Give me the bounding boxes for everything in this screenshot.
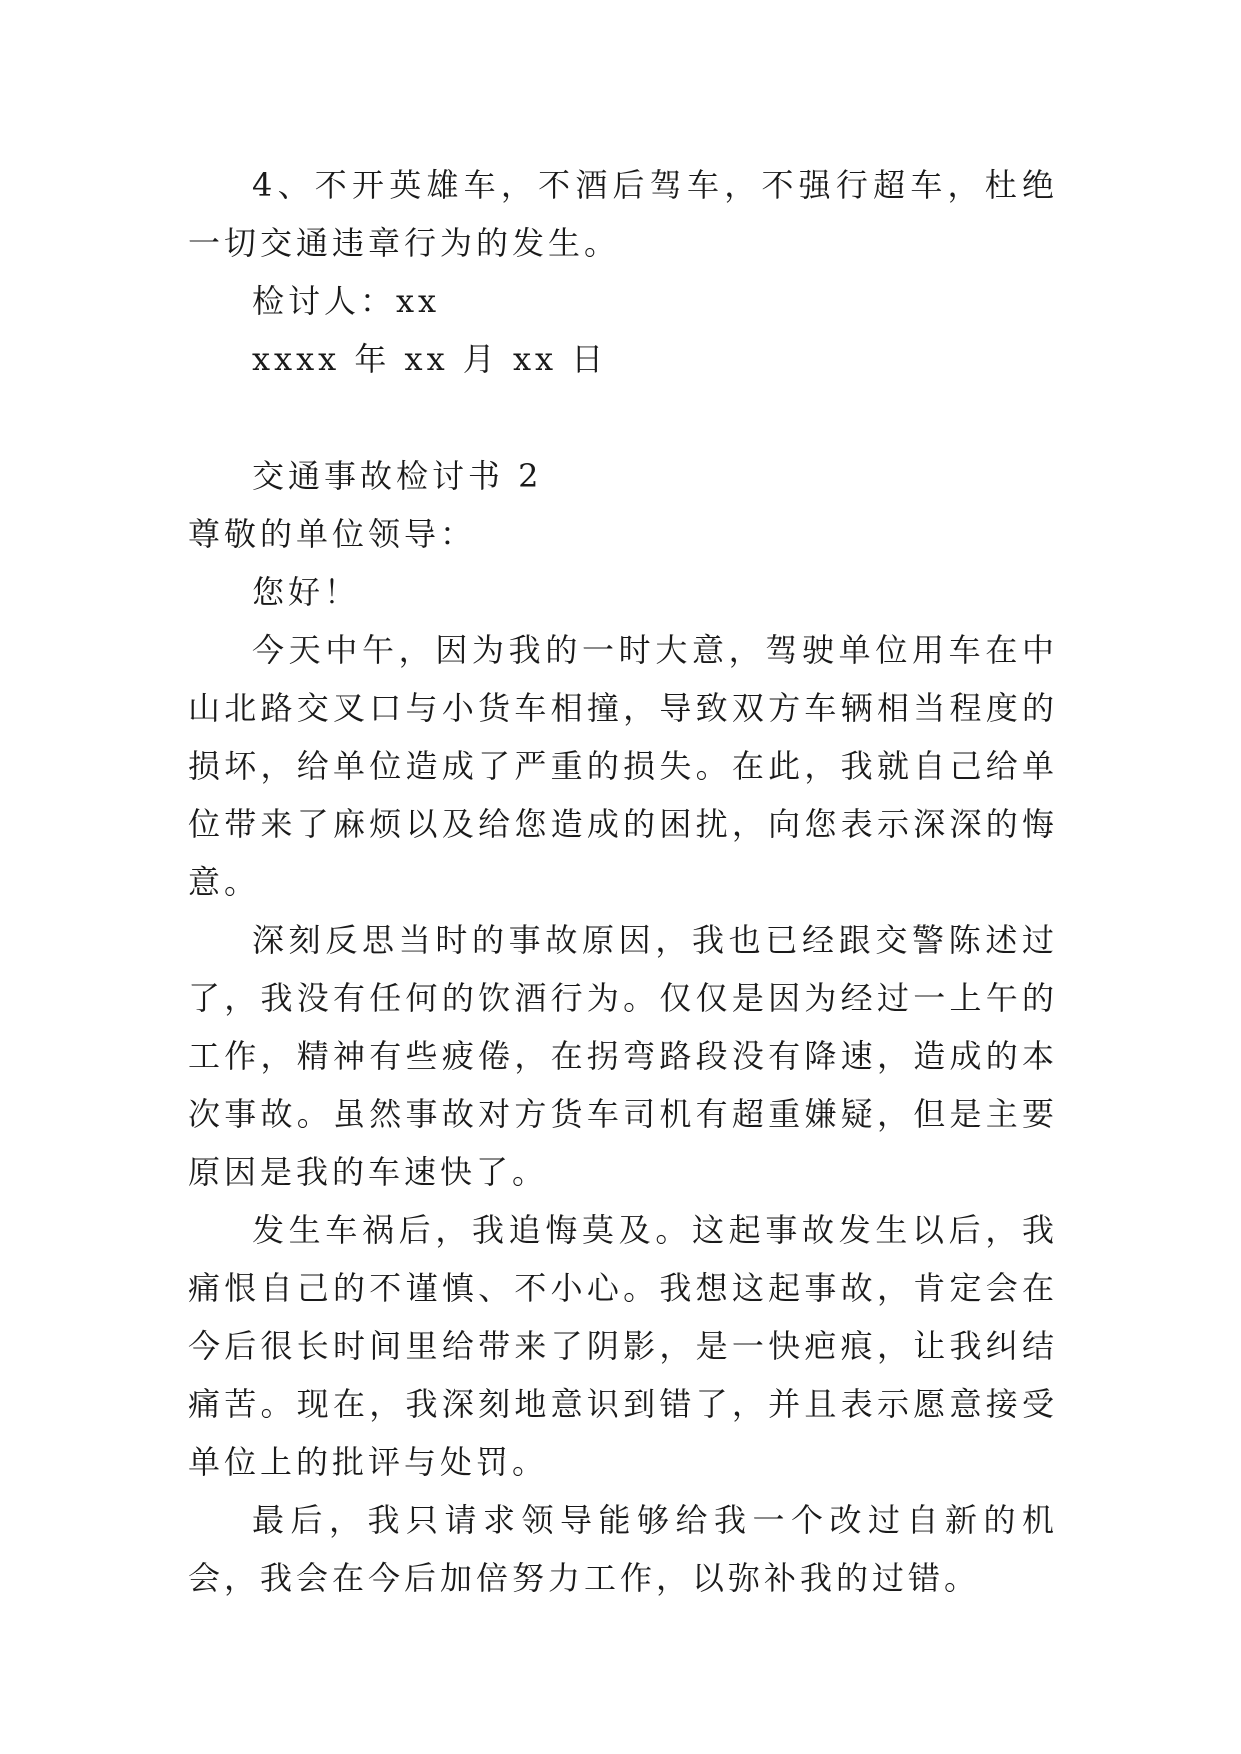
body-paragraph-1: 今天中午，因为我的一时大意，驾驶单位用车在中山北路交叉口与小货车相撞，导致双方车辆相当程度的损坏，给单位造成了严重的损失。在此，我就自己给单位带来了麻烦以及给您造成的困扰，向您表示深深的悔意。	[188, 631, 1058, 901]
body-paragraph-4: 最后，我只请求领导能够给我一个改过自新的机会，我会在今后加倍努力工作，以弥补我的过错。	[188, 1501, 1058, 1597]
salutation: 尊敬的单位领导：	[188, 515, 477, 553]
item-4-paragraph: 4、不开英雄车，不酒后驾车，不强行超车，杜绝一切交通违章行为的发生。	[188, 166, 1058, 262]
section-title: 交通事故检讨书 2	[252, 457, 543, 495]
document-body	[188, 156, 1058, 1607]
section-gap	[188, 388, 1058, 447]
greeting: 您好！	[252, 573, 361, 611]
date-line: xxxx 年 xx 月 xx 日	[252, 340, 608, 378]
signer-line: 检讨人：xx	[252, 282, 441, 320]
body-paragraph-2: 深刻反思当时的事故原因，我也已经跟交警陈述过了，我没有任何的饮酒行为。仅仅是因为经过一上午的工作，精神有些疲倦，在拐弯路段没有降速，造成的本次事故。虽然事故对方货车司机有超重嫌疑，但是主要原因是我的车速快了。	[188, 921, 1058, 1191]
body-paragraph-3: 发生车祸后，我追悔莫及。这起事故发生以后，我痛恨自己的不谨慎、不小心。我想这起事故，肯定会在今后很长时间里给带来了阴影，是一快疤痕，让我纠结痛苦。现在，我深刻地意识到错了，并且表示愿意接受单位上的批评与处罚。	[188, 1211, 1058, 1481]
